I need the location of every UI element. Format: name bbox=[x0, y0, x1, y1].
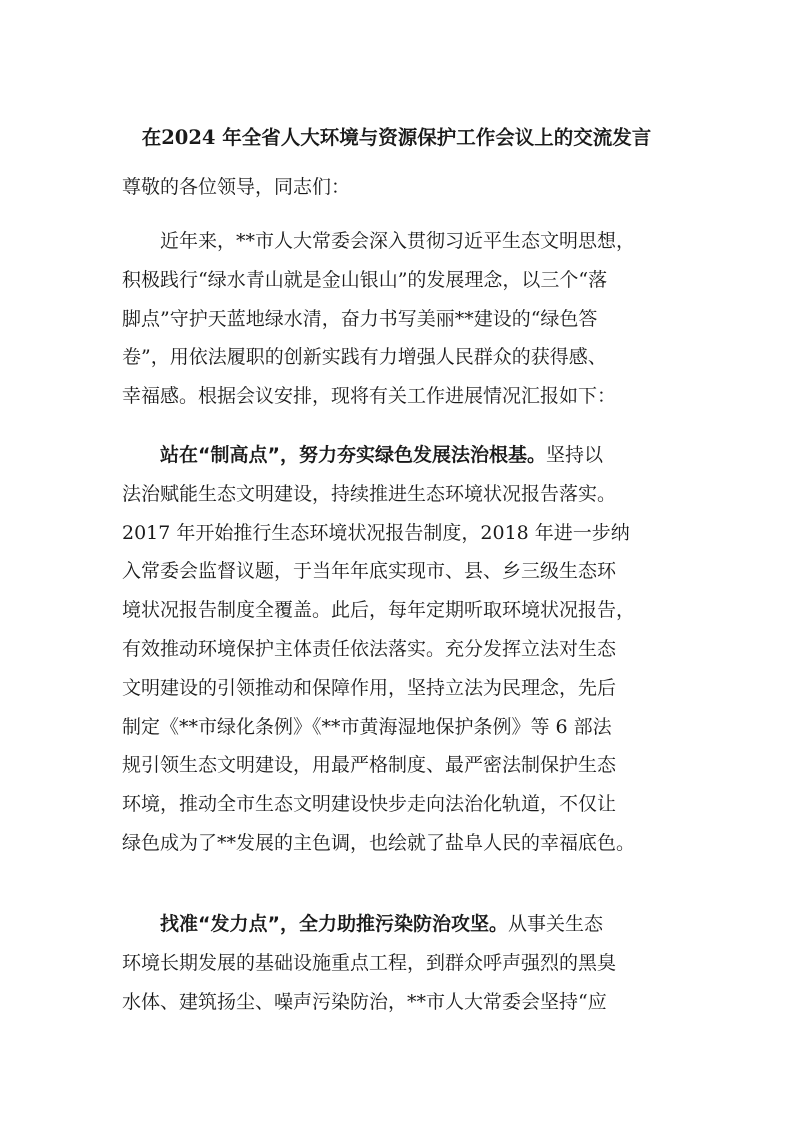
greeting bbox=[122, 168, 684, 207]
paragraph-line: 积极践行“绿水青山就是金山银山”的发展理念，以三个“落 bbox=[122, 268, 608, 291]
paragraph-line: 绿色成为了**发展的主色调，也绘就了盐阜人民的幸福底色。 bbox=[122, 831, 636, 854]
paragraph-line: 脚点”守护天蓝地绿水清，奋力书写美丽**建设的“绿色答 bbox=[122, 307, 598, 330]
paragraph-line: 境状况报告制度全覆盖。此后，每年定期听取环境状况报告， bbox=[122, 599, 636, 622]
paragraph-first-line bbox=[122, 905, 684, 944]
paragraph-line: 环境长期发展的基础设施重点工程，到群众呼声强烈的黑臭 bbox=[122, 951, 617, 974]
paragraph-line: 环境，推动全市生态文明建设快步走向法治化轨道，不仅让 bbox=[122, 793, 617, 816]
paragraph-line: 水体、建筑扬尘、噪声污染防治，**市人大常委会坚持“应 bbox=[122, 990, 607, 1013]
section-heading: 站在“制高点”，努力夯实绿色发展法治根基。 bbox=[160, 444, 546, 466]
paragraph-line: 近年来，**市人大常委会深入贯彻习近平生态文明思想， bbox=[160, 230, 636, 252]
greeting-line: 尊敬的各位领导，同志们： bbox=[122, 176, 351, 198]
paragraph-section-2 bbox=[122, 905, 684, 1021]
paragraph-line: 卷”，用依法履职的创新实践有力增强人民群众的获得感、 bbox=[122, 346, 607, 369]
document-title: 在2024 年全省人大环境与资源保护工作会议上的交流发言 bbox=[141, 126, 652, 149]
paragraph-line: 入常委会监督议题，于当年年底实现市、县、乡三级生态环 bbox=[122, 560, 617, 583]
paragraph-line: 文明建设的引领推动和保障作用，坚持立法为民理念，先后 bbox=[122, 676, 617, 699]
paragraph-text: 从事关生态 bbox=[507, 913, 603, 935]
paragraph-first-line bbox=[122, 436, 684, 475]
paragraph-line: 幸福感。根据会议安排，现将有关工作进展情况汇报如下： bbox=[122, 385, 617, 408]
paragraph-line: 规引领生态文明建设，用最严格制度、最严密法制保护生态 bbox=[122, 754, 617, 777]
paragraph-line: 有效推动环境保护主体责任依法落实。充分发挥立法对生态 bbox=[122, 637, 617, 660]
paragraph-line: 制定《**市绿化条例》《**市黄海湿地保护条例》等 6 部法 bbox=[122, 715, 612, 738]
paragraph-text: 坚持以 bbox=[545, 444, 603, 466]
paragraph-line: 法治赋能生态文明建设，持续推进生态环境状况报告落实。 bbox=[122, 482, 617, 505]
paragraph-intro bbox=[122, 222, 684, 416]
paragraph-line: 2017 年开始推行生态环境状况报告制度，2018 年进一步纳 bbox=[122, 521, 630, 544]
paragraph-section-1 bbox=[122, 436, 684, 863]
section-heading: 找准“发力点”，全力助推污染防治攻坚。 bbox=[160, 913, 508, 935]
